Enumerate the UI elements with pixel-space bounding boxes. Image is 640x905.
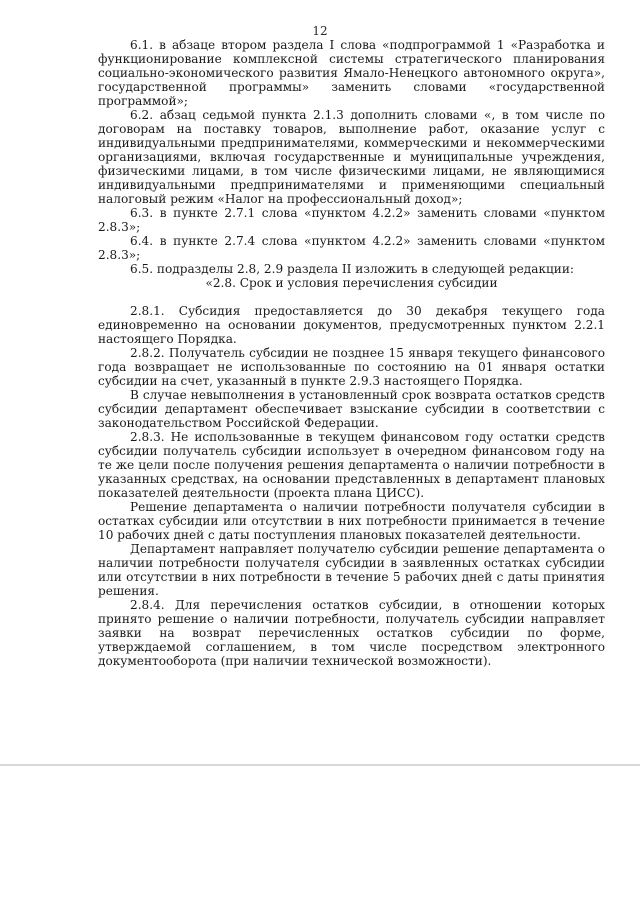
page-number: 12: [312, 24, 328, 38]
paragraph-6-3: 6.3. в пункте 2.7.1 слова «пунктом 4.2.2» заменить словами «пунктом 2.8.3»;: [98, 206, 605, 234]
paragraph-2-8-2-recovery: В случае невыполнения в установленный срок возврата остатков средств субсидии департамент обеспечивает взыскание субсидии в соответствии с законодательством Российской Федерации.: [98, 388, 605, 430]
paragraph-6-1: 6.1. в абзаце втором раздела I слова «подпрограммой 1 «Разработка и функционирование комплексной системы стратегического планирования социально-экономического развития Ямало-Ненецкого автономного округа», государственной программы» заменить словами «государственной программой»;: [98, 38, 605, 108]
paragraph-2-8-1: 2.8.1. Субсидия предоставляется до 30 декабря текущего года единовременно на основании документов, предусмотренных пунктом 2.2.1 настоящего Порядка.: [98, 304, 605, 346]
paragraph-2-8-3: 2.8.3. Не использованные в текущем финансовом году остатки средств субсидии получатель субсидии использует в очередном финансовом году на те же цели после получения решения департамента о наличии потребности в указанных средствах, на основании представленных в департамент плановых показателей деятельности (проекта плана ЦИСС).: [98, 430, 605, 500]
paragraph-6-5: 6.5. подразделы 2.8, 2.9 раздела II изложить в следующей редакции:: [130, 262, 574, 276]
paragraph-2-8-3-decision: Решение департамента о наличии потребности получателя субсидии в остатках субсидии или отсутствии в них потребности принимается в течение 10 рабочих дней с даты поступления плановых показателей деятельности.: [98, 500, 605, 542]
document-body: [98, 38, 605, 668]
paragraph-6-4: 6.4. в пункте 2.7.4 слова «пунктом 4.2.2» заменить словами «пунктом 2.8.3»;: [98, 234, 605, 262]
subsection-heading-2-8: «2.8. Срок и условия перечисления субсидии: [205, 276, 498, 290]
paragraph-6-2: 6.2. абзац седьмой пункта 2.1.3 дополнить словами «, в том числе по договорам на поставку товаров, выполнение работ, оказание услуг с индивидуальными предпринимателями, коммерческими и некоммерческими организациями, включая государственные и муниципальные учреждения, физическими лицами, в том числе физическими лицами, не являющимися индивидуальными предпринимателями и применяющими специальный налоговый режим «Налог на профессиональный доход»;: [98, 108, 605, 206]
paragraph-2-8-4: 2.8.4. Для перечисления остатков субсидии, в отношении которых принято решение о наличии потребности, получатель субсидии направляет заявки на возврат перечисленных остатков субсидии по форме, утверждаемой соглашением, в том числе посредством электронного документооборота (при наличии технической возможности).: [98, 598, 605, 668]
paragraph-2-8-3-notification: Департамент направляет получателю субсидии решение департамента о наличии потребности получателя субсидии в заявленных остатках субсидии или отсутствии в них потребности в течение 5 рабочих дней с даты принятия решения.: [98, 542, 605, 598]
paragraph-2-8-2: 2.8.2. Получатель субсидии не позднее 15 января текущего финансового года возвращает не использованные по состоянию на 01 января остатки субсидии на счет, указанный в пункте 2.9.3 настоящего Порядка.: [98, 346, 605, 388]
